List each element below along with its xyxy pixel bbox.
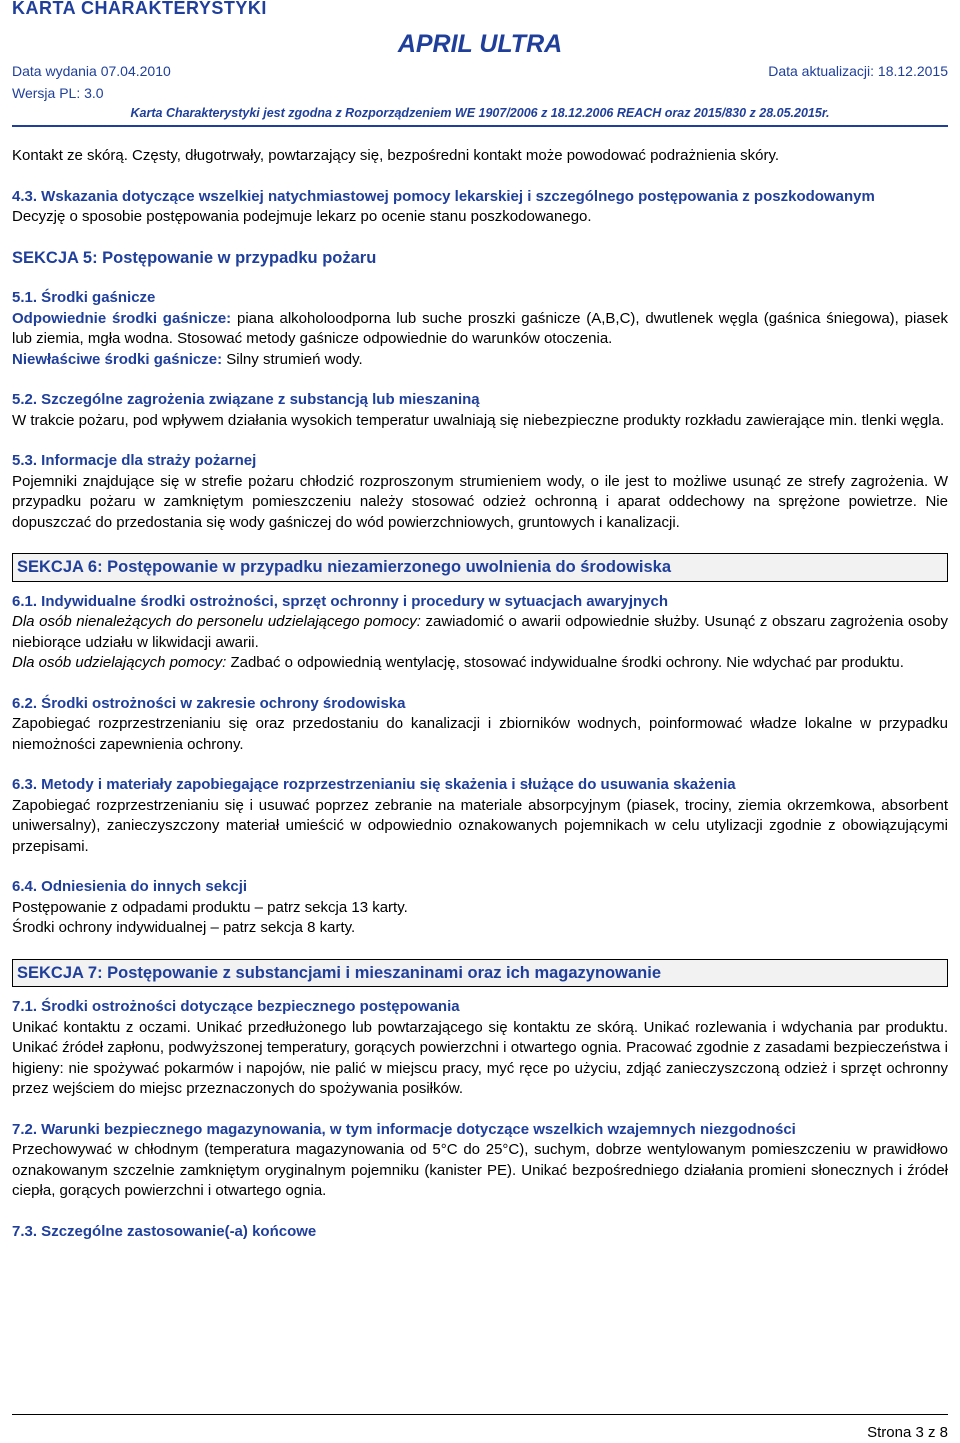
section-5-title: SEKCJA 5: Postępowanie w przypadku pożaru — [12, 248, 377, 267]
subsection-7-3-title: 7.3. Szczególne zastosowanie(-a) końcowe — [12, 1222, 317, 1240]
compliance-note: Karta Charakterystyki jest zgodna z Rozporządzeniem WE 1907/2006 z 18.12.2006 REACH oraz 2015/830 z 28.05.2015r. — [130, 106, 830, 120]
unsuitable-media-text: Niewłaściwe środki gaśnicze: Silny strumień wody. — [12, 350, 363, 368]
page-number: Strona 3 z 8 — [867, 1424, 948, 1441]
section-7-title: SEKCJA 7: Postępowanie z substancjami i mieszaninami oraz ich magazynowanie — [12, 959, 948, 988]
footer-divider — [12, 1414, 948, 1415]
subsection-6-1-text-2: Dla osób udzielających pomocy: Zadbać o odpowiednią wentylację, stosować indywidualne środki ochrony. Nie wdychać par produktu. — [12, 654, 904, 671]
update-date: Data aktualizacji: 18.12.2015 — [768, 63, 948, 79]
subsection-6-3-title: 6.3. Metody i materiały zapobiegające rozprzestrzenianiu się skażenia i służące do usuwania skażenia — [12, 776, 736, 793]
subsection-4-3-text: Decyzję o sposobie postępowania podejmuje lekarz po ocenie stanu poszkodowanego. — [12, 208, 592, 225]
document-header — [12, 0, 948, 120]
subsection-6-2-title: 6.2. Środki ostrożności w zakresie ochrony środowiska — [12, 694, 406, 712]
document-page — [12, 0, 949, 1240]
subsection-6-4-line-1: Postępowanie z odpadami produktu – patrz sekcja 13 karty. — [12, 898, 408, 916]
section-6-title: SEKCJA 6: Postępowanie w przypadku niezamierzonego uwolnienia do środowiska — [12, 553, 948, 582]
subsection-5-2-title: 5.2. Szczególne zagrożenia związane z substancją lub mieszaniną — [12, 391, 480, 408]
subsection-7-2-text: Przechowywać w chłodnym (temperatura magazynowania od 5°C do 25°C), suchym, dobrze wentylowanym pomieszczeniu w prawidłowo oznakowanym szczelnie zamkniętym oryginalnym pojemniku (kanister PE). Unikać bezpośredniego działania promieni słonecznych i źródeł ciepła, gorących powierzchni i otwartego ognia. — [12, 1141, 948, 1199]
subsection-5-1-title: 5.1. Środki gaśnicze — [12, 289, 156, 306]
product-name: APRIL ULTRA — [397, 30, 563, 58]
issue-date: Data wydania 07.04.2010 — [12, 63, 171, 79]
subsection-6-3-text: Zapobiegać rozprzestrzenianiu się i usuwać poprzez zebranie na materiale absorpcyjnym (piasek, trociny, ziemia okrzemkowa, absorbent uniwersalny), zanieczyszczony materiał umieścić w odpowiednio oznakowanych pojemnikach w celu utylizacji zgodnie z obowiązującymi przepisami. — [12, 796, 948, 855]
subsection-4-3-title: 4.3. Wskazania dotyczące wszelkiej natychmiastowej pomocy lekarskiej i szczególnego postępowania z poszkodowanym — [12, 187, 875, 205]
unsuitable-media-label: Niewłaściwe środki gaśnicze: — [12, 350, 223, 368]
subsection-6-1-text-1: Dla osób nienależących do personelu udzielającego pomocy: zawiadomić o awarii odpowiednie służby. Usunąć z obszaru zagrożenia osoby niebiorące udziału w likwidacji awarii. — [12, 613, 948, 651]
document-body — [12, 146, 948, 1242]
subsection-6-4-line-2: Środki ochrony indywidualnej – patrz sekcja 8 karty. — [12, 919, 356, 936]
subsection-6-2-text: Zapobiegać rozprzestrzenianiu się oraz przedostaniu do kanalizacji i zbiorników wodnych, poinformować władze lokalne w przypadku niemożności zapewnienia ochrony. — [12, 715, 948, 753]
subsection-7-1-text: Unikać kontaktu z oczami. Unikać przedłużonego lub powtarzającego się kontaktu ze skórą. Unikać rozlewania i wdychania par produktu. Unikać źródeł zapłonu, podwyższonej temperatury, gorących powierzchni i otwartego ognia. Pracować zgodnie z zasadami bezpieczeństwa i higieny: nie spożywać pokarmów i napojów, nie palić w miejscu pracy, myć ręce po użyciu, zdjąć zanieczyszczoną odzież i sprzęt ochronny przez wejściem do miejsc przeznaczonych do spożywania posiłków. — [12, 1018, 948, 1097]
subsection-6-4-title: 6.4. Odniesienia do innych sekcji — [12, 878, 248, 895]
skin-contact-text: Kontakt ze skórą. Częsty, długotrwały, powtarzający się, bezpośredni kontakt może powodować podrażnienia skóry. — [12, 147, 780, 164]
subsection-7-2-title: 7.2. Warunki bezpiecznego magazynowania, w tym informacje dotyczące wszelkich wzajemnych niezgodności — [12, 1120, 796, 1138]
version: Wersja PL: 3.0 — [12, 85, 104, 101]
subsection-5-1-text: Odpowiednie środki gaśnicze: piana alkoholoodporna lub suche proszki gaśnicze (A,B,C), dwutlenek węgla (gaśnica śniegowa), piasek lub ziemia, mgła wodna. Stosować metody gaśnicze odpowiednie do warunków otoczenia. — [12, 309, 949, 347]
header-divider — [12, 125, 948, 127]
subsection-5-2-text: W trakcie pożaru, pod wpływem działania wysokich temperatur uwalniają się niebezpieczne produkty rozkładu zawierające min. tlenki węgla. — [12, 411, 945, 429]
document-title: KARTA CHARAKTERYSTYKI — [12, 0, 267, 18]
subsection-5-3-text: Pojemniki znajdujące się w strefie pożaru chłodzić rozproszonym strumieniem wody, o ile jest to możliwe usunąć ze strefy zagrożenia. W przypadku pożaru w zamkniętym pomieszczeniu należy stosować odzież ochronną i aparat oddechowy na sprężone powietrze. Nie dopuszczać do przedostania się wody gaśniczej do wód powierzchniowych, gruntowych i kanalizacji. — [12, 472, 948, 531]
subsection-6-1-title: 6.1. Indywidualne środki ostrożności, sprzęt ochronny i procedury w sytuacjach awaryjnych — [12, 592, 669, 610]
subsection-7-1-title: 7.1. Środki ostrożności dotyczące bezpiecznego postępowania — [12, 998, 460, 1015]
suitable-media-label: Odpowiednie środki gaśnicze: — [12, 309, 232, 327]
subsection-5-3-title: 5.3. Informacje dla straży pożarnej — [12, 452, 257, 469]
